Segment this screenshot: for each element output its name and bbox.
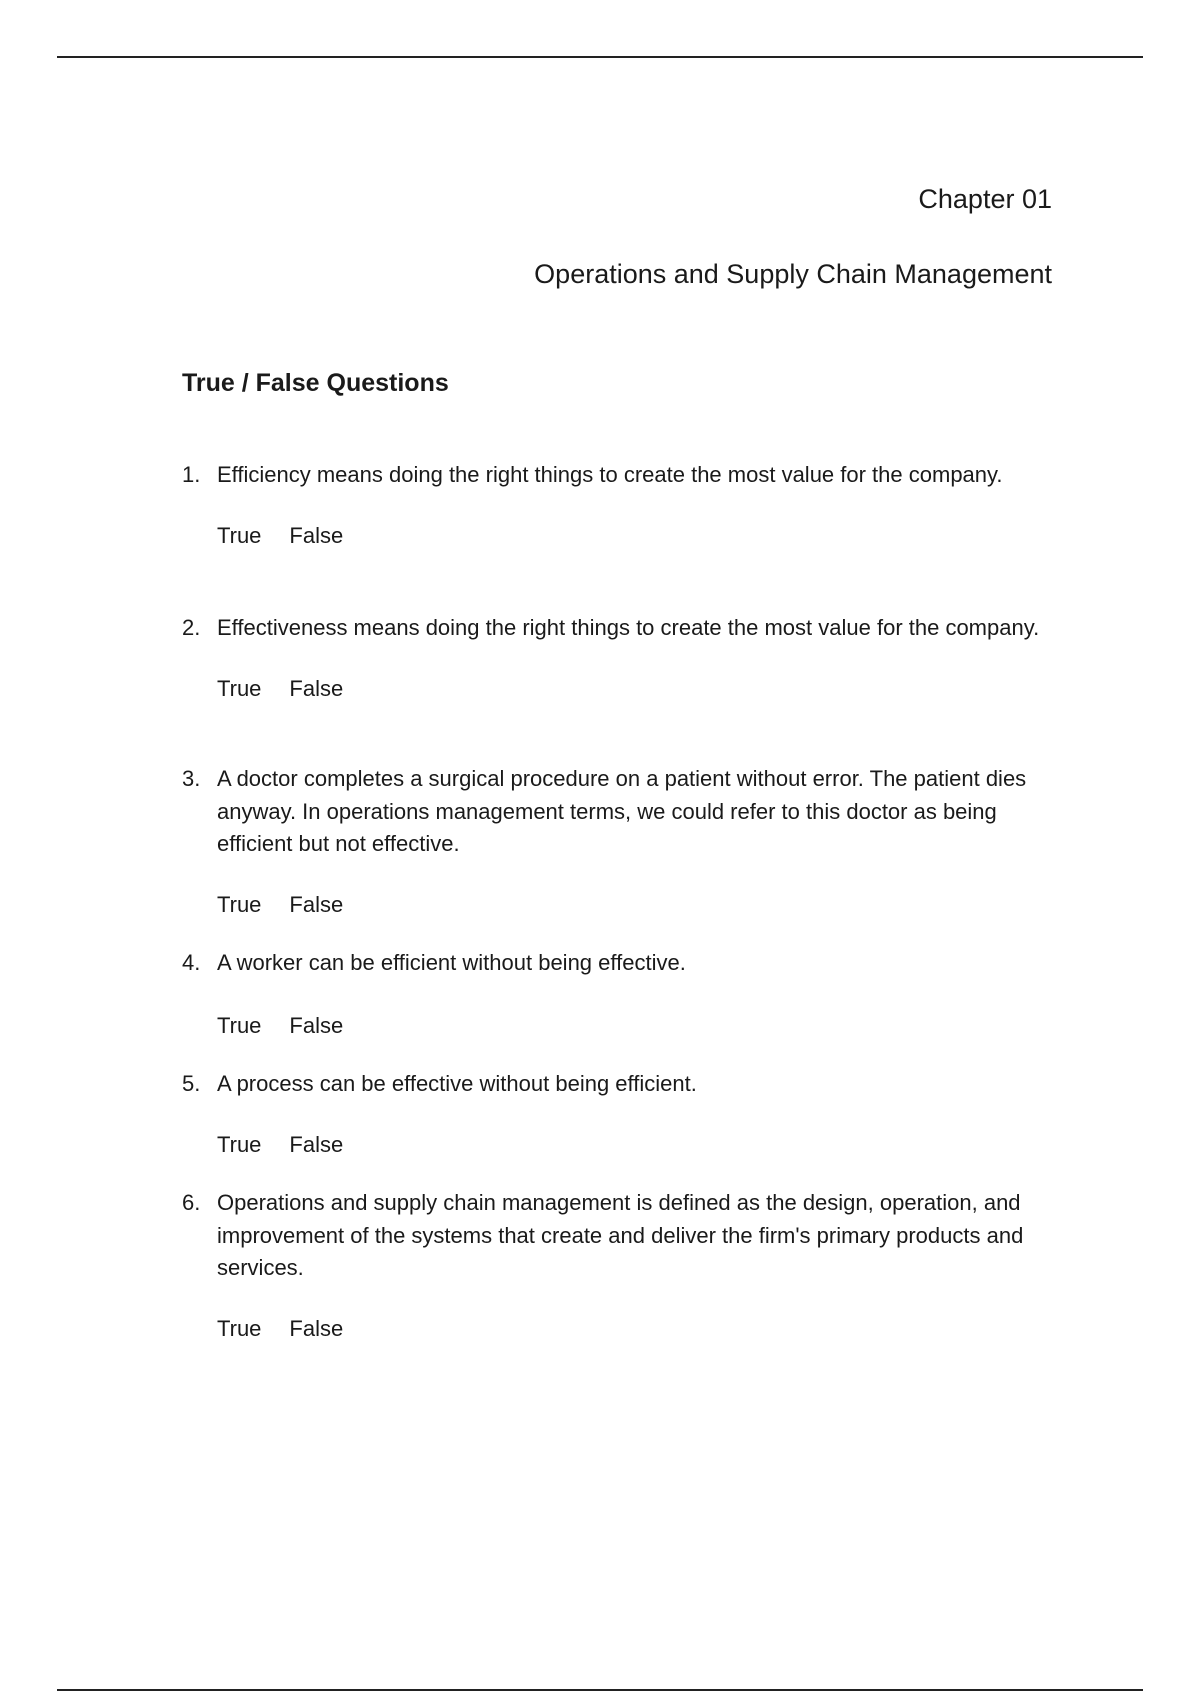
- answer-false[interactable]: False: [289, 1012, 344, 1038]
- answer-options: [217, 1130, 1062, 1160]
- question-3: [182, 763, 1062, 920]
- question-number: 4.: [182, 950, 201, 975]
- answer-false[interactable]: False: [289, 891, 344, 917]
- answer-true[interactable]: True: [217, 1012, 262, 1038]
- question-number: 1.: [182, 462, 201, 487]
- answer-options: [217, 890, 1062, 920]
- answer-options: [217, 521, 1062, 551]
- answer-true[interactable]: True: [217, 675, 262, 701]
- question-text: Efficiency means doing the right things to create the most value for the company.: [217, 462, 1003, 487]
- question-4: [182, 947, 1062, 1041]
- question-text: Effectiveness means doing the right things to create the most value for the company.: [217, 615, 1040, 640]
- answer-false[interactable]: False: [289, 522, 344, 548]
- answer-true[interactable]: True: [217, 1131, 262, 1157]
- question-text: A worker can be efficient without being effective.: [217, 950, 686, 975]
- answer-false[interactable]: False: [289, 675, 344, 701]
- question-text: Operations and supply chain management is defined as the design, operation, and improvement of the systems that create and deliver the firm's primary products and services.: [217, 1190, 1024, 1280]
- question-text: A process can be effective without being efficient.: [217, 1071, 697, 1096]
- subject-title: Operations and Supply Chain Management: [534, 259, 1052, 289]
- bottom-rule: [57, 1689, 1143, 1691]
- top-rule: [57, 56, 1143, 58]
- answer-options: [217, 1011, 1062, 1041]
- answer-false[interactable]: False: [289, 1315, 344, 1341]
- section-heading: True / False Questions: [182, 369, 449, 397]
- question-text: A doctor completes a surgical procedure on a patient without error. The patient dies anyway. In operations management terms, we could refer to this doctor as being efficient but not effective.: [217, 766, 1027, 856]
- question-number: 3.: [182, 766, 201, 791]
- answer-true[interactable]: True: [217, 1315, 262, 1341]
- question-number: 6.: [182, 1190, 201, 1215]
- answer-true[interactable]: True: [217, 522, 262, 548]
- answer-options: [217, 1314, 1062, 1344]
- answer-options: [217, 674, 1062, 704]
- question-1: [182, 459, 1062, 551]
- question-5: [182, 1068, 1062, 1160]
- question-6: [182, 1187, 1062, 1344]
- answer-false[interactable]: False: [289, 1131, 344, 1157]
- chapter-title: Chapter 01: [918, 184, 1052, 214]
- question-2: [182, 612, 1062, 704]
- answer-true[interactable]: True: [217, 891, 262, 917]
- question-number: 5.: [182, 1071, 201, 1096]
- question-number: 2.: [182, 615, 201, 640]
